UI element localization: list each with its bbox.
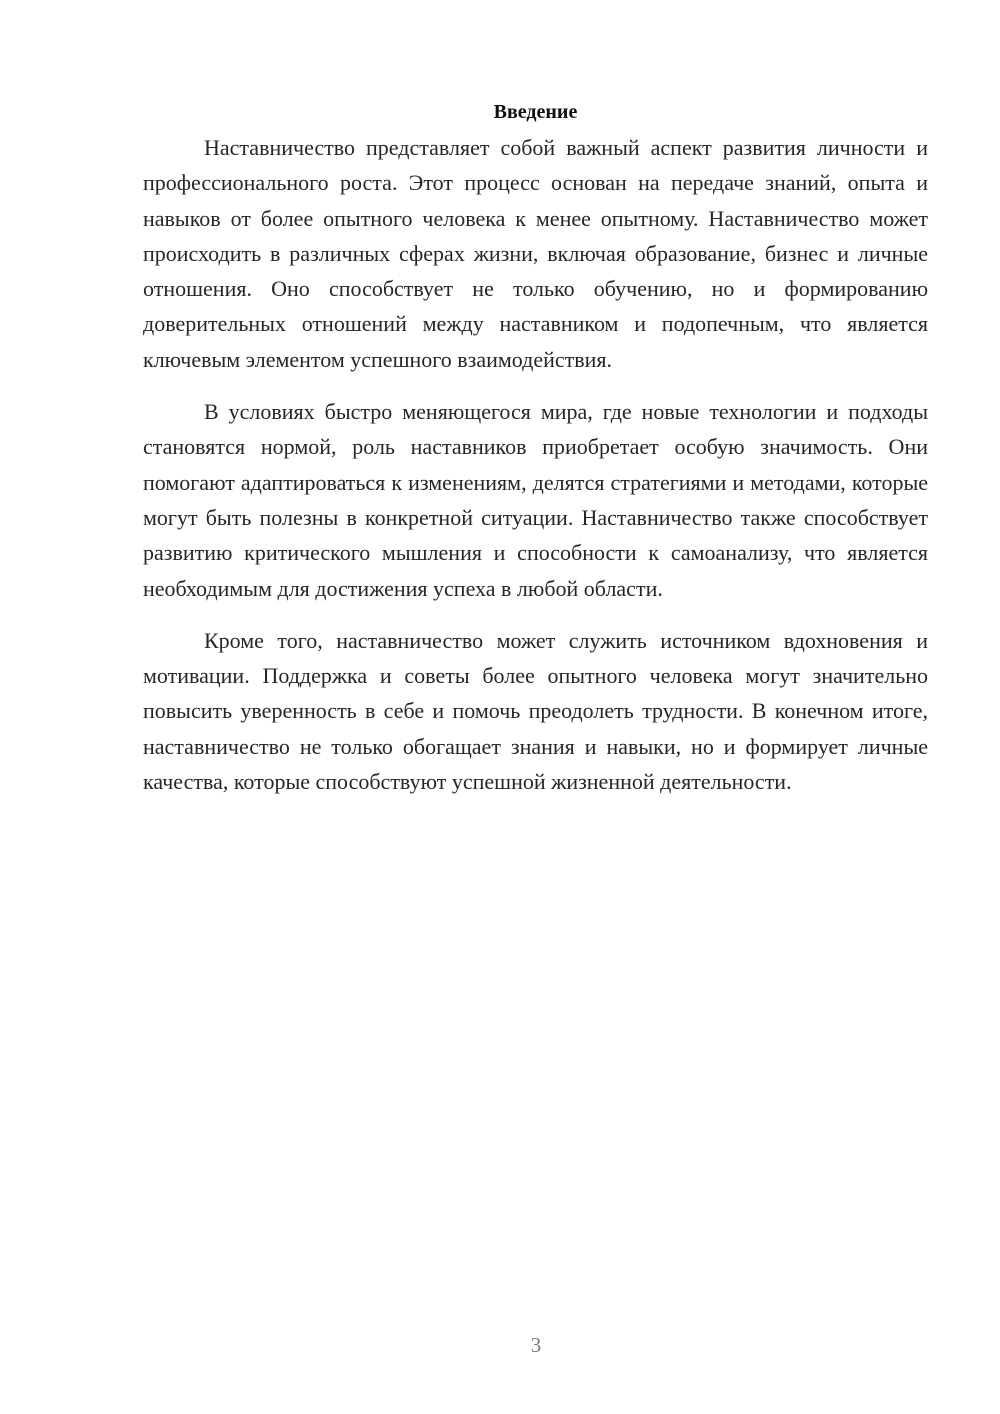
document-body bbox=[143, 96, 928, 816]
paragraph-3: Кроме того, наставничество может служить источником вдохновения и мотивации. Поддержка и советы более опытного человека могут значительно повысить уверенность в себе и помочь преодолеть трудности. В конечном итоге, наставничество не только обогащает знания и навыки, но и формирует личные качества, которые способствуют успешной жизненной деятельности. bbox=[143, 627, 928, 795]
paragraph-2: В условиях быстро меняющегося мира, где новые технологии и подходы становятся нормой, роль наставников приобретает особую значимость. Они помогают адаптироваться к изменениям, делятся стратегиями и методами, которые могут быть полезны в конкретной ситуации. Наставничество также способствует развитию критического мышления и способности к самоанализу, что является необходимым для достижения успеха в любой области. bbox=[143, 399, 928, 601]
page-number: 3 bbox=[530, 1333, 542, 1357]
paragraph-1: Наставничество представляет собой важный аспект развития личности и профессионального роста. Этот процесс основан на передаче знаний, опыта и навыков от более опытного человека к менее опытному. Наставничество может происходить в различных сферах жизни, включая образование, бизнес и личные отношения. Оно способствует не только обучению, но и формированию доверительных отношений между наставником и подопечным, что является ключевым элементом успешного взаимодействия. bbox=[143, 135, 928, 372]
section-title: Введение bbox=[493, 101, 578, 123]
